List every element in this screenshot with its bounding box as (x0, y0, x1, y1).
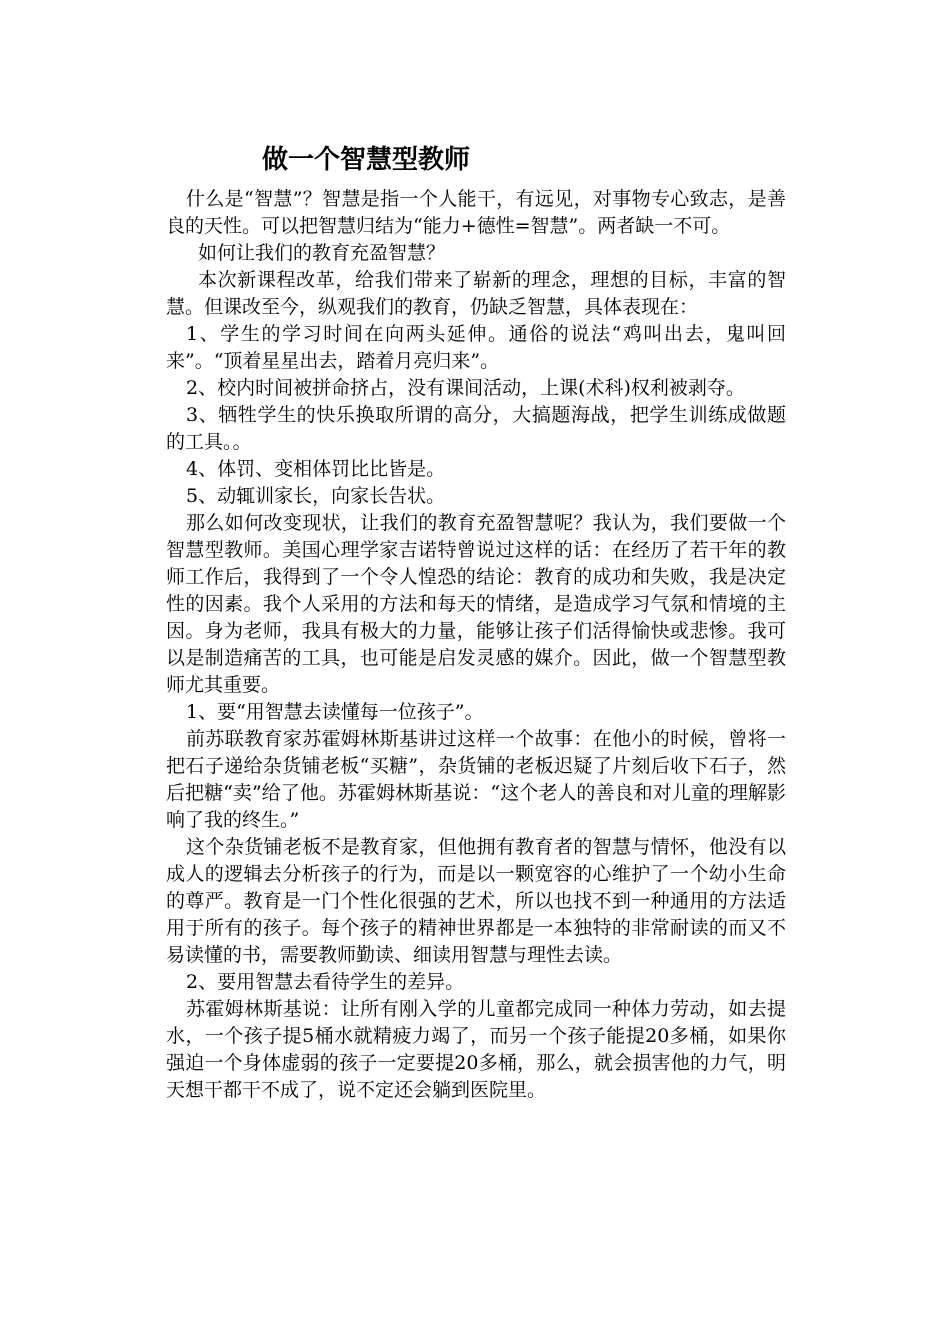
paragraph-change: 那么如何改变现状，让我们的教育充盈智慧呢？我认为，我们要做一个智慧型教师。美国心理学家吉诺特曾说过这样的话：在经历了若干年的教师工作后，我得到了一个令人惶恐的结论：教育的成功和失败，我是决定性的因素。我个人采用的方法和每天的情绪，是造成学习气氛和情境的主因。身为老师，我具有极大的力量，能够让孩子们活得愉快或悲惨。我可以是制造痛苦的工具，也可能是启发灵感的媒介。因此，做一个智慧型教师尤其重要。 (166, 512, 786, 696)
paragraph-definition: 什么是“智慧”？智慧是指一个人能干，有远见，对事物专心致志，是善良的天性。可以把智慧归结为“能力+德性=智慧”。两者缺一不可。 (166, 188, 786, 237)
paragraph-question: 如何让我们的教育充盈智慧？ (198, 242, 446, 264)
list-item-4: 4、体罚、变相体罚比比皆是。 (186, 458, 446, 480)
document-body (166, 186, 786, 1104)
list-item-1: 1、学生的学习时间在向两头延伸。通俗的说法“鸡叫出去，鬼叫回来”。“顶着星星出去，踏着月亮归来”。 (166, 323, 786, 372)
paragraph-reform: 本次新课程改革，给我们带来了崭新的理念，理想的目标，丰富的智慧。但课改至今，纵观我们的教育，仍缺乏智慧，具体表现在： (166, 269, 786, 318)
paragraph-story: 前苏联教育家苏霍姆林斯基讲过这样一个故事：在他小的时候，曾将一把石子递给杂货铺老板“买糖”，杂货铺的老板迟疑了片刻后收下石子，然后把糖“卖”给了他。苏霍姆林斯基说：“这个老人的善良和对儿童的理解影响了我的终生。” (166, 728, 786, 831)
list-item-5: 5、动辄训家长，向家长告状。 (186, 485, 446, 507)
section-heading-2: 2、要用智慧去看待学生的差异。 (186, 971, 465, 993)
list-item-3: 3、牺牲学生的快乐换取所谓的高分，大搞题海战，把学生训练成做题的工具。。 (166, 404, 786, 453)
paragraph-shopkeeper: 这个杂货铺老板不是教育家，但他拥有教育者的智慧与情怀，他没有以成人的逻辑去分析孩子的行为，而是以一颗宽容的心维护了一个幼小生命的尊严。教育是一门个性化很强的艺术，所以也找不到一种通用的方法适用于所有的孩子。每个孩子的精神世界都是一本独特的非常耐读的而又不易读懂的书，需要教师勤读、细读用智慧与理性去读。 (166, 836, 786, 966)
paragraph-differences: 苏霍姆林斯基说：让所有刚入学的儿童都完成同一种体力劳动，如去提水，一个孩子提5桶水就精疲力竭了，而另一个孩子能提20多桶，如果你强迫一个身体虚弱的孩子一定要提20多桶，那么，就会损害他的力气，明天想干都干不成了，说不定还会躺到医院里。 (166, 998, 786, 1101)
list-item-2: 2、校内时间被拼命挤占，没有课间活动，上课(术科)权利被剥夺。 (186, 377, 745, 399)
document-title: 做一个智慧型教师 (262, 145, 471, 175)
section-heading-1: 1、要“用智慧去读懂每一位孩子”。 (186, 701, 484, 723)
